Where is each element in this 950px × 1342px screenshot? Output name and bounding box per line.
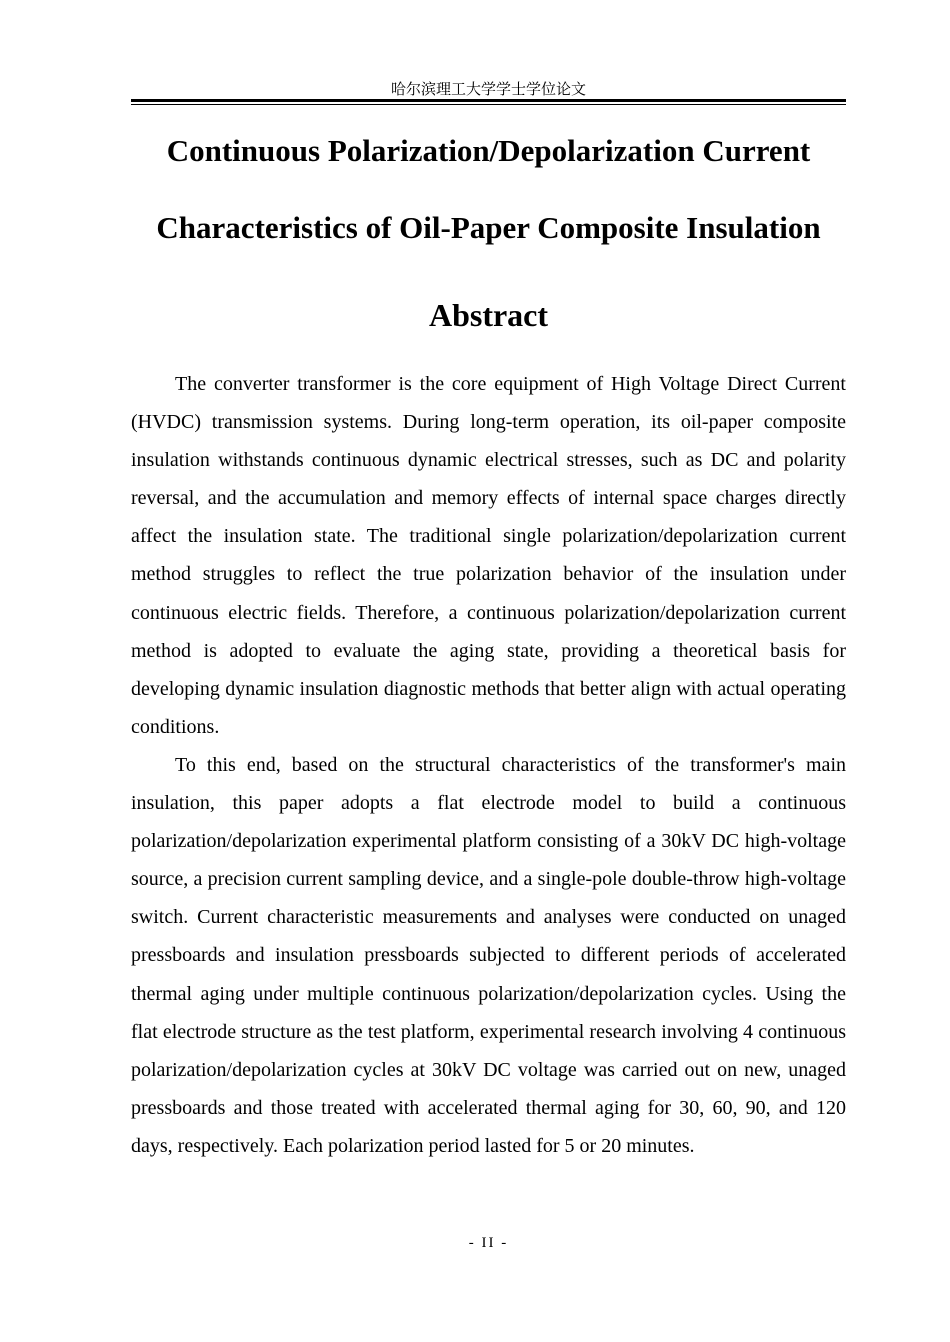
abstract-paragraph-1: The converter transformer is the core equipment of High Voltage Direct Current (HVDC) transmission systems. During long-term operation, its oil-paper composite insulation withstands continuous dynamic electrical stresses, such as DC and polarity reversal, and the accumulation and memory effects of internal space charges directly affect the insulation state. The traditional single polarization/depolarization current method struggles to reflect the true polarization behavior of the insulation under continuous electric fields. Therefore, a continuous polarization/depolarization current method is adopted to evaluate the aging state, providing a theoretical basis for developing dynamic insulation diagnostic methods that better align with actual operating conditions. — [131, 373, 846, 738]
abstract-body — [131, 365, 846, 1165]
abstract-paragraph-2: To this end, based on the structural characteristics of the transformer's main insulation, this paper adopts a flat electrode model to build a continuous polarization/depolarization experimental platform consisting of a 30kV DC high-voltage source, a precision current sampling device, and a single-pole double-throw high-voltage switch. Current characteristic measurements and analyses were conducted on unaged pressboards and insulation pressboards subjected to different periods of accelerated thermal aging under multiple continuous polarization/depolarization cycles. Using the flat electrode structure as the test platform, experimental research involving 4 continuous polarization/depolarization cycles at 30kV DC voltage was carried out on new, unaged pressboards and those treated with accelerated thermal aging for 30, 60, 90, and 120 days, respectively. Each polarization period lasted for 5 or 20 minutes. — [131, 753, 846, 1157]
paper-title-line-2: Characteristics of Oil-Paper Composite Insulation — [156, 210, 821, 245]
header-rule-thick — [131, 99, 846, 102]
paper-title-line-1: Continuous Polarization/Depolarization Current — [166, 133, 811, 168]
header-rule-thin — [131, 104, 846, 105]
abstract-heading: Abstract — [428, 297, 549, 333]
page-number: - II - — [468, 1235, 509, 1251]
running-header: 哈尔滨理工大学学士学位论文 — [390, 80, 586, 98]
